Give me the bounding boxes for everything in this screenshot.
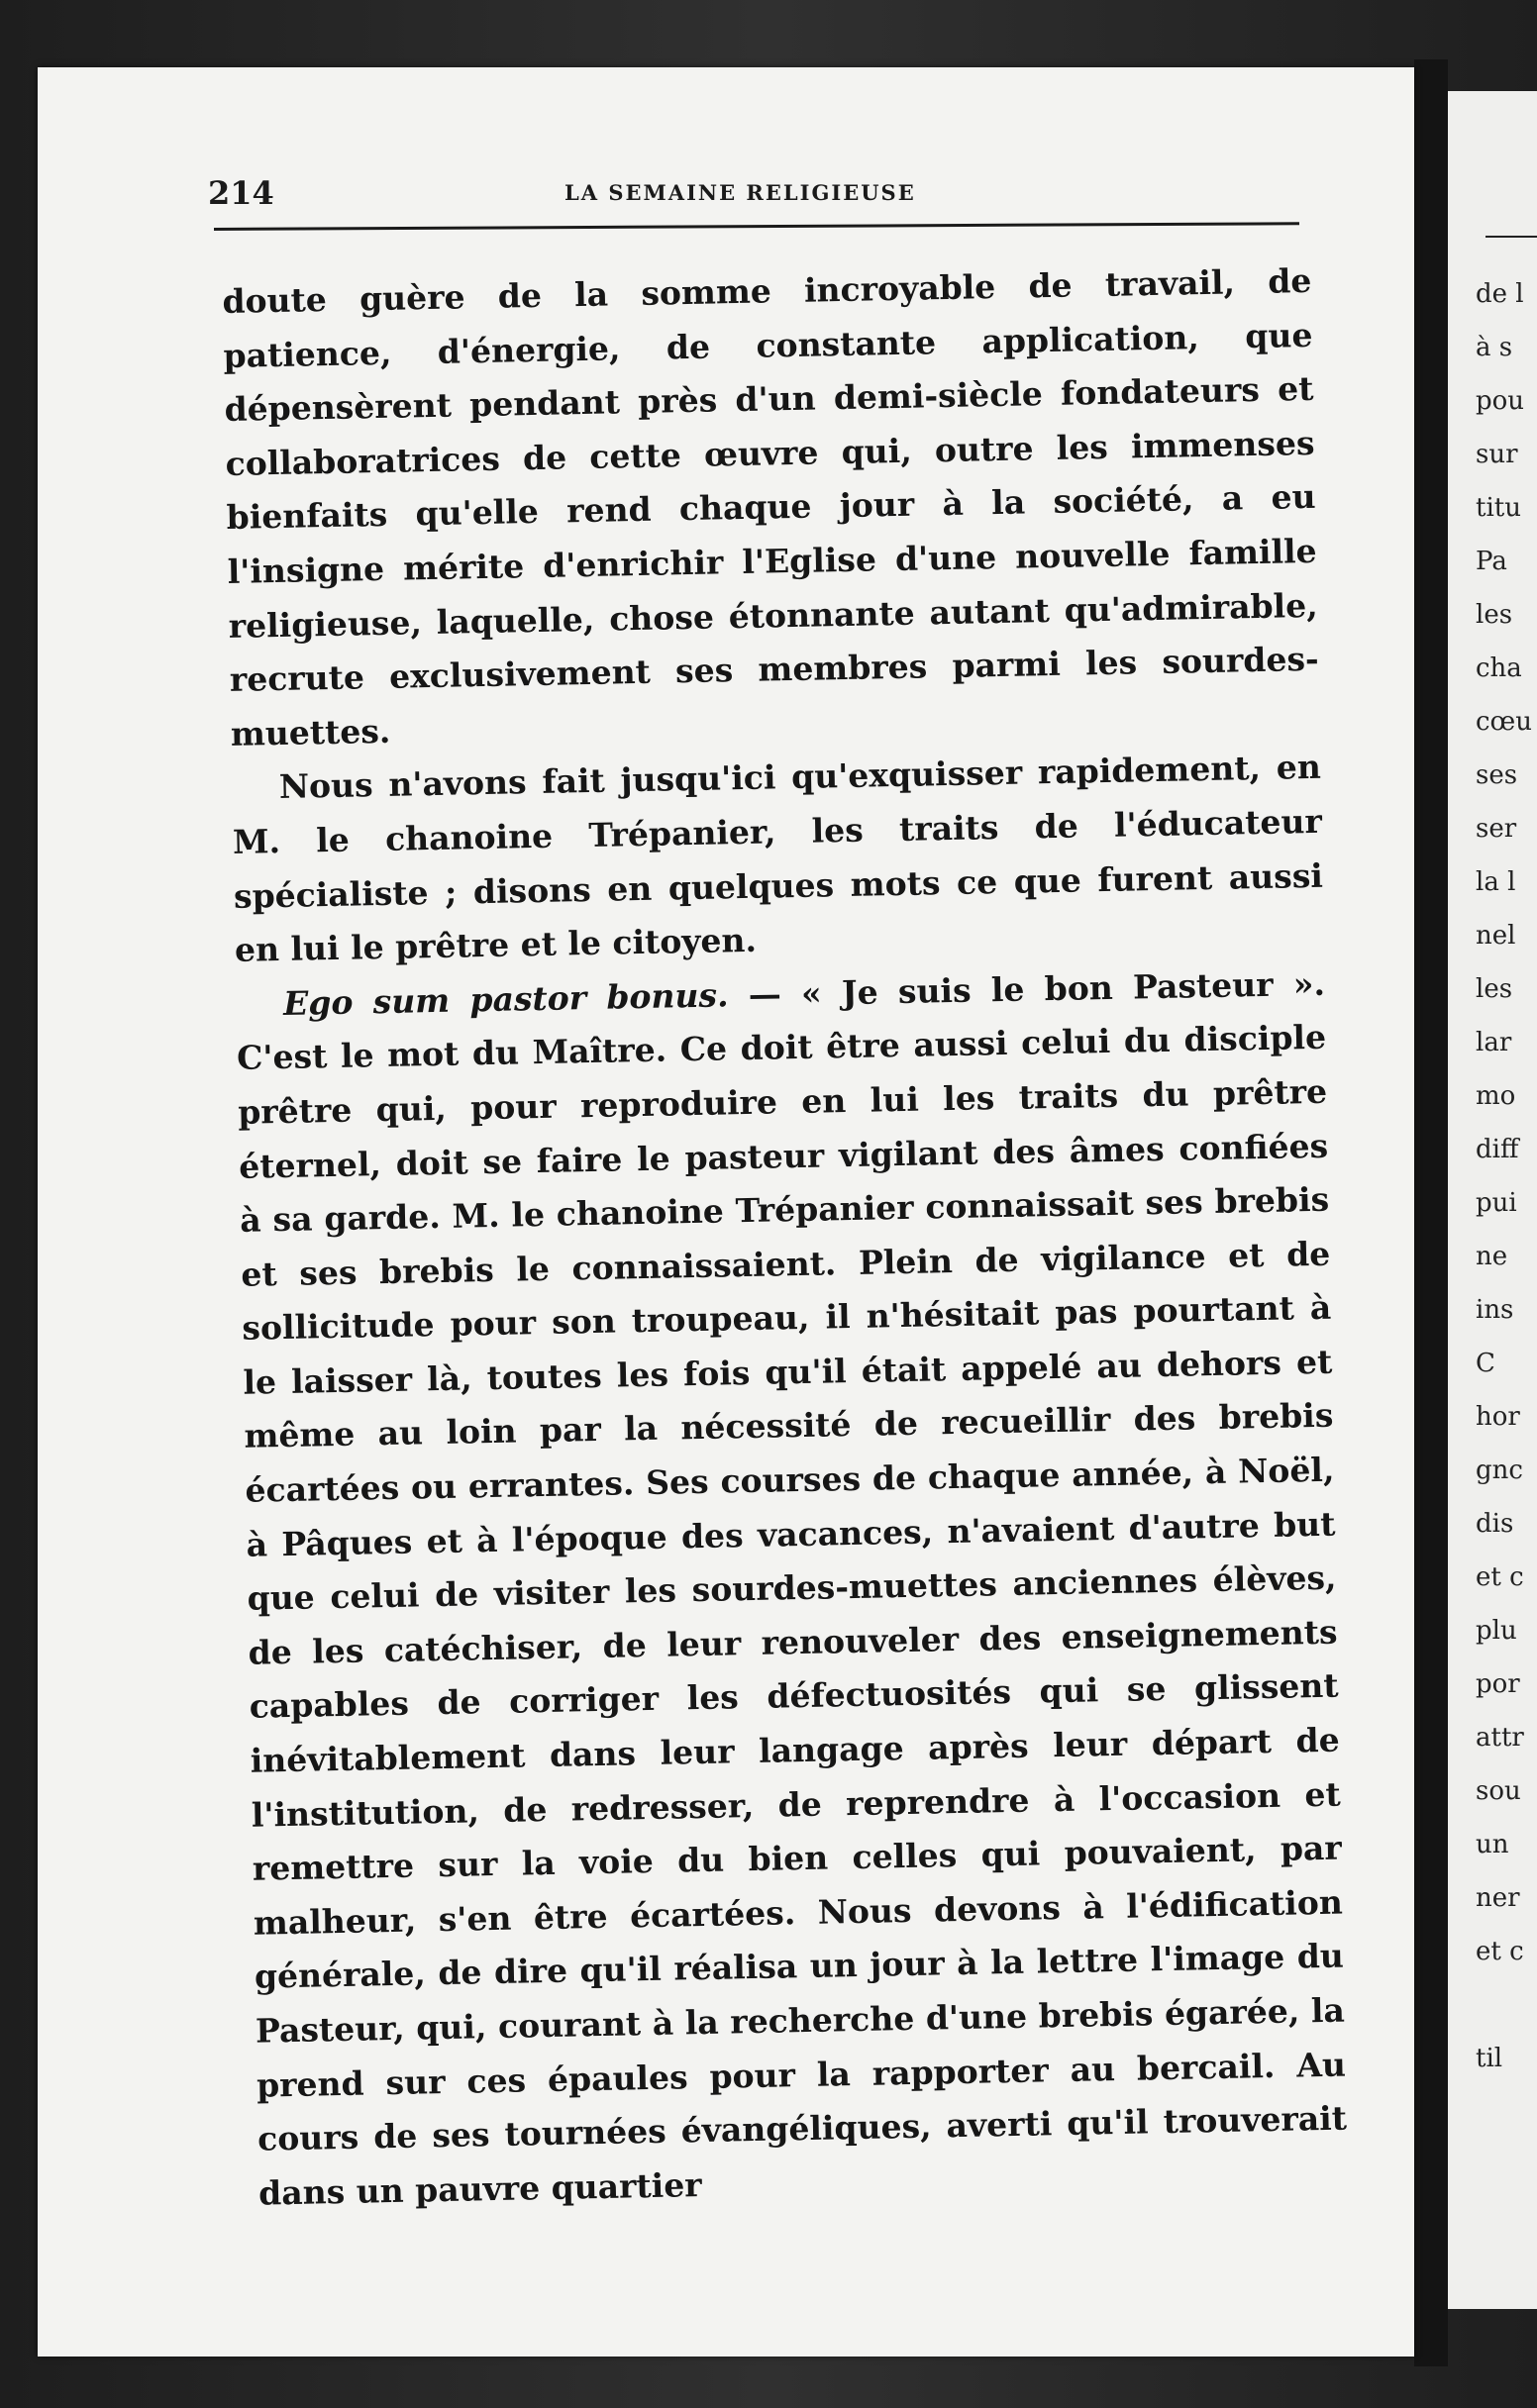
- body-text: [222, 254, 1349, 2221]
- scan-speck: [644, 2347, 673, 2386]
- paragraph-3-text: — « Je suis le bon Pasteur ». C'est le mot du Maître. Ce doit être aussi celui du disciple prêtre qui, pour reproduire en lui les traits du prêtre éternel, doit se faire le pasteur vigilant des âmes confiées à sa garde. M. le chanoine Trépanier connaissait ses brebis et ses brebis le connaissaient. Plein de vigilance et de sollicitude pour son troupeau, il n'hésitait pas pourtant à le laisser là, toutes les fois qu'il était appelé au dehors et même au loin par la nécessité de recueillir des brebis écartées ou errantes. Ses courses de chaque année, à Noël, à Pâques et à l'époque des vacances, n'avaient d'autre but que celui de visiter les sourdes-muettes anciennes élèves, de les catéchiser, de leur renouveler des enseignements capables de corriger les défectuosités qui se glissent inévitablement dans leur langage après leur départ de l'institution, de redresser, de reprendre à l'occasion et remettre sur la voie du bien celles qui pouvaient, par malheur, s'en être écartées. Nous devons à l'édification générale, de dire qu'il réalisa un jour à la lettre l'image du Pasteur, qui, courant à la recherche d'une brebis égarée, la prend sur ces épaules pour la rapporter au bercail. Au cours de ses tournées évangéliques, averti qu'il trouverait dans un pauvre quartier: [236, 963, 1348, 2213]
- facing-page-fragment: sur: [1476, 440, 1518, 469]
- facing-page-fragment: les: [1476, 974, 1513, 1004]
- facing-page-fragment: ner: [1476, 1883, 1520, 1913]
- facing-page-fragment: les: [1476, 600, 1513, 630]
- facing-page-fragment: et c: [1476, 1562, 1524, 1592]
- facing-page-fragment: dis: [1476, 1509, 1514, 1539]
- facing-page-fragment: un: [1476, 1830, 1509, 1859]
- facing-page-fragment: sou: [1476, 1776, 1521, 1806]
- page-number: 214: [208, 174, 274, 212]
- facing-page-fragment: cha: [1476, 653, 1522, 683]
- facing-page-fragment: diff: [1476, 1135, 1519, 1164]
- facing-page-fragment: de l: [1476, 279, 1524, 309]
- book-gutter: [1414, 59, 1448, 2366]
- facing-page-fragment: por: [1476, 1669, 1520, 1699]
- running-head: LA SEMAINE RELIGIEUSE: [564, 180, 916, 205]
- facing-page-fragment: cœu: [1476, 707, 1533, 737]
- paragraph-2: Nous n'avons fait jusqu'ici qu'exquisser rapidement, en M. le chanoine Trépanier, les traits de l'éducateur spécialiste ; disons en quelques mots ce que furent aussi en lui le prêtre et le citoyen.: [232, 748, 1324, 969]
- facing-page-fragment: hor: [1476, 1402, 1520, 1432]
- paragraph-3: [236, 956, 1349, 2221]
- latin-quote: Ego sum pastor bonus.: [282, 975, 729, 1023]
- facing-page-fragment: lar: [1476, 1028, 1512, 1057]
- facing-page-fragment: C: [1476, 1349, 1495, 1378]
- facing-page-fragment: et c: [1476, 1937, 1524, 1966]
- facing-page-fragment: ne: [1476, 1242, 1508, 1271]
- facing-page-fragment: titu: [1476, 493, 1521, 523]
- facing-page-fragment: ins: [1476, 1295, 1514, 1325]
- facing-page-fragment: pui: [1476, 1188, 1517, 1218]
- facing-page-fragment: til: [1476, 2044, 1503, 2073]
- facing-page-fragment: [1476, 1978, 1537, 2032]
- facing-page-fragment: plu: [1476, 1616, 1517, 1646]
- facing-page-rule: [1486, 236, 1537, 238]
- facing-page-fragment: nel: [1476, 921, 1516, 951]
- page-header: [208, 168, 1297, 216]
- facing-page-fragment: mo: [1476, 1081, 1516, 1111]
- facing-page-fragment: ses: [1476, 760, 1518, 790]
- facing-page-fragment: pou: [1476, 386, 1525, 416]
- paragraph-1: doute guère de la somme incroyable de travail, de patience, d'énergie, de constante application, que dépensèrent pendant près d'un demi-siècle fondateurs et collaboratrices de cette œuvre qui, outre les immenses bienfaits qu'elle rend chaque jour à la société, a eu l'insigne mérite d'enrichir l'Eglise d'une nouvelle famille religieuse, laquelle, chose étonnante autant qu'admirable, recrute exclusivement ses membres parmi les sourdes-muettes.: [222, 260, 1320, 753]
- facing-page-fragment: gnc: [1476, 1455, 1523, 1485]
- facing-page-fragment: ser: [1476, 814, 1517, 844]
- facing-page-fragment: Pa: [1476, 547, 1507, 576]
- facing-page-text-fragments: [1476, 267, 1537, 2085]
- facing-page-fragment: la l: [1476, 867, 1516, 897]
- facing-page-fragment: à s: [1476, 333, 1513, 362]
- facing-page-fragment: attr: [1476, 1723, 1524, 1753]
